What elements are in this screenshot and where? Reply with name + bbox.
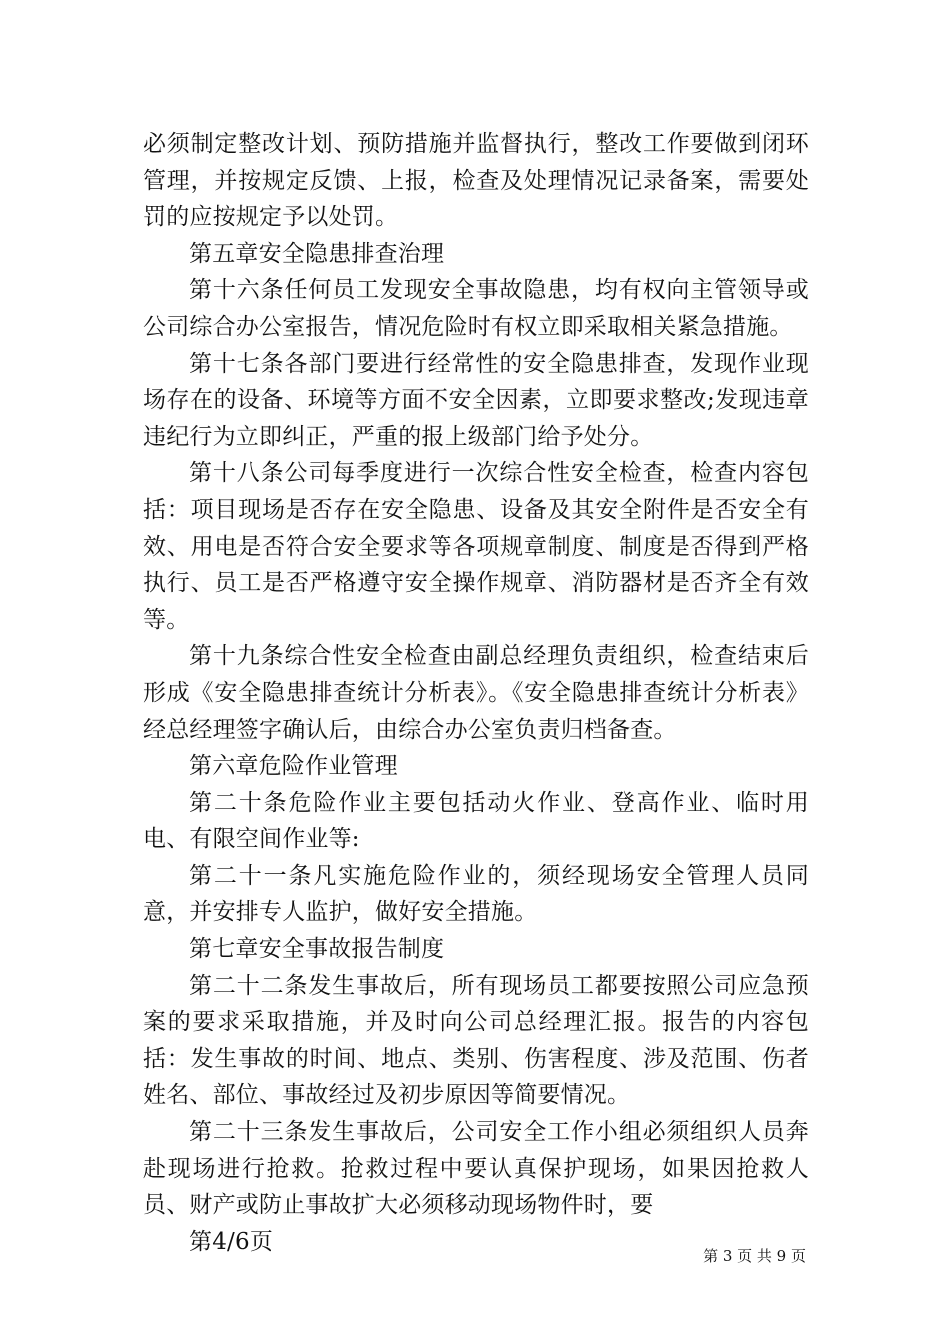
article-23: 第二十三条发生事故后，公司安全工作小组必须组织人员奔赴现场进行抢救。抢救过程中要认真保护现场，如果因抢救人员、财产或防止事故扩大必须移动现场物件时，要 bbox=[143, 1119, 809, 1219]
chapter-5-heading: 第五章安全隐患排查治理 bbox=[189, 240, 445, 267]
page-footer bbox=[703, 1246, 806, 1266]
article-18: 第十八条公司每季度进行一次综合性安全检查，检查内容包括：项目现场是否存在安全隐患、设备及其安全附件是否安全有效、用电是否符合安全要求等各项规章制度、制度是否得到严格执行、员工是否严格遵守安全操作规章、消防器材是否齐全有效等。 bbox=[143, 460, 809, 633]
paragraph-1: 必须制定整改计划、预防措施并监督执行，整改工作要做到闭环管理，并按规定反馈、上报，检查及处理情况记录备案，需要处罚的应按规定予以处罚。 bbox=[143, 131, 809, 231]
article-17: 第十七条各部门要进行经常性的安全隐患排查，发现作业现场存在的设备、环境等方面不安全因素，立即要求整改;发现违章违纪行为立即纠正，严重的报上级部门给予处分。 bbox=[143, 350, 809, 450]
inline-page-marker: 第4/6页 bbox=[189, 1228, 274, 1255]
page-number-label: 第 3 页 共 9 页 bbox=[703, 1247, 806, 1265]
article-22: 第二十二条发生事故后，所有现场员工都要按照公司应急预案的要求采取措施，并及时向公司总经理汇报。报告的内容包括：发生事故的时间、地点、类别、伤害程度、涉及范围、伤者姓名、部位、事故经过及初步原因等简要情况。 bbox=[143, 972, 809, 1109]
chapter-6-heading: 第六章危险作业管理 bbox=[189, 753, 398, 780]
chapter-7-heading: 第七章安全事故报告制度 bbox=[189, 936, 445, 963]
article-21: 第二十一条凡实施危险作业的，须经现场安全管理人员同意，并安排专人监护，做好安全措施。 bbox=[143, 862, 809, 926]
article-19: 第十九条综合性安全检查由副总经理负责组织，检查结束后形成《安全隐患排查统计分析表》。《安全隐患排查统计分析表》经总经理签字确认后，由综合办公室负责归档备查。 bbox=[143, 643, 809, 743]
document-body bbox=[143, 126, 809, 1260]
article-20: 第二十条危险作业主要包括动火作业、登高作业、临时用电、有限空间作业等: bbox=[143, 789, 809, 853]
article-16: 第十六条任何员工发现安全事故隐患，均有权向主管领导或公司综合办公室报告，情况危险时有权立即采取相关紧急措施。 bbox=[143, 277, 809, 340]
